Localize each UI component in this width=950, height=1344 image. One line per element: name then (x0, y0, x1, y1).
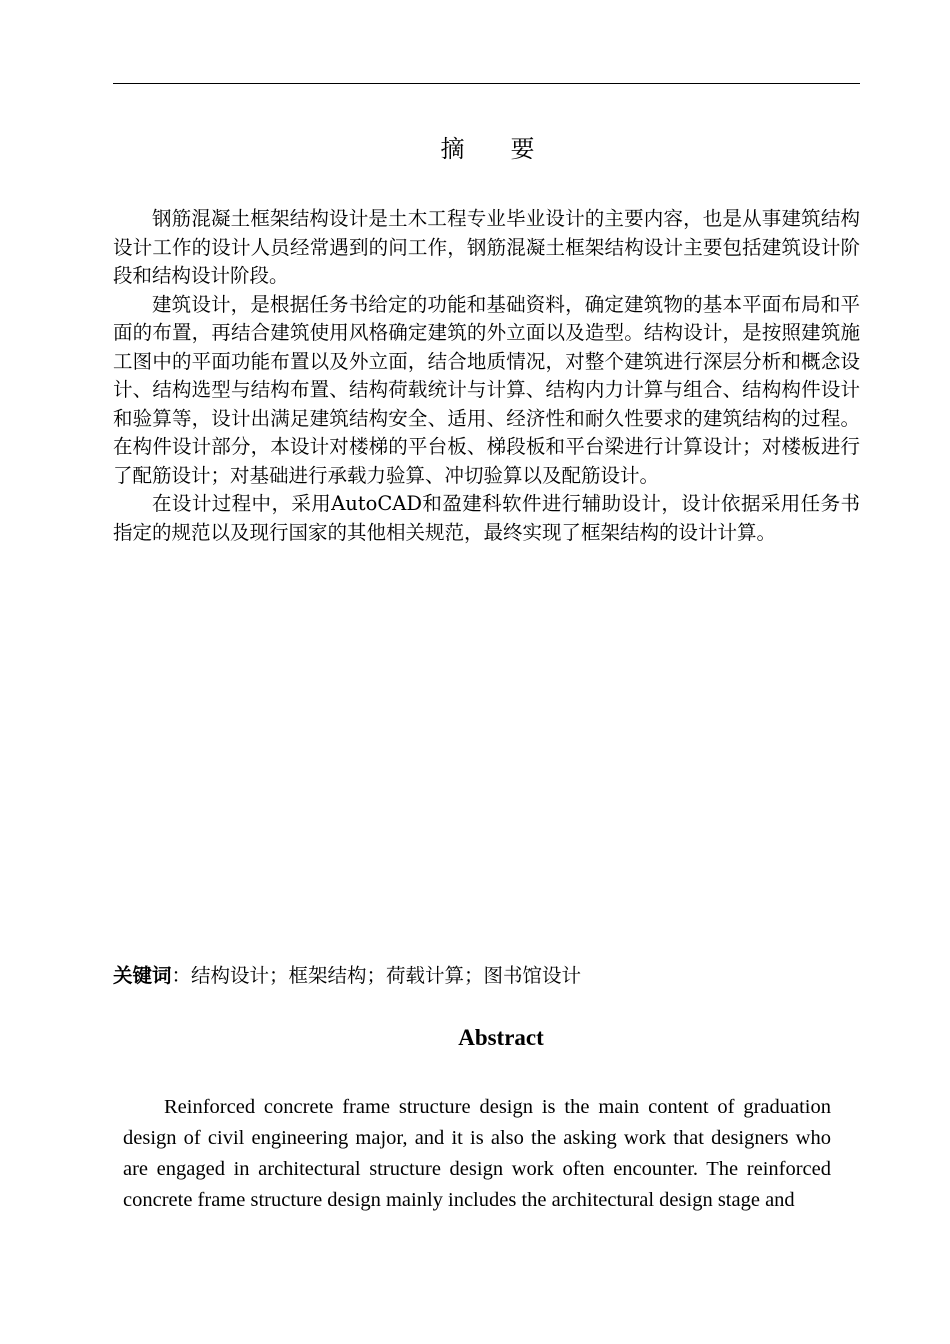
zh-title-char-1: 摘 (440, 135, 465, 163)
en-abstract-body (123, 1092, 831, 1220)
header-rule (113, 83, 860, 84)
zh-abstract-paragraph-2: 建筑设计，是根据任务书给定的功能和基础资料，确定建筑物的基本平面布局和平面的布置，再结合建筑使用风格确定建筑的外立面以及造型。结构设计，是按照建筑施工图中的平面功能布置以及外立面，结合地质情况，对整个建筑进行深层分析和概念设计、结构选型与结构布置、结构荷载统计与计算、结构内力计算与组合、结构构件设计和验算等，设计出满足建筑结构安全、适用、经济性和耐久性要求的建筑结构的过程。在构件设计部分，本设计对楼梯的平台板、梯段板和平台梁进行计算设计；对楼板进行了配筋设计；对基础进行承载力验算、冲切验算以及配筋设计。 (113, 292, 860, 487)
zh-abstract-paragraph-1: 钢筋混凝土框架结构设计是土木工程专业毕业设计的主要内容，也是从事建筑结构设计工作的设计人员经常遇到的问工作，钢筋混凝土框架结构设计主要包括建筑设计阶段和结构设计阶段。 (113, 207, 860, 287)
en-abstract-paragraph-1: Reinforced concrete frame structure design is the main content of graduation design of civil engineering major, and it is also the asking work that designers who are engaged in architectural structure design work often encounter. The reinforced concrete frame structure design mainly includes the architectural design stage and (123, 1096, 831, 1211)
zh-abstract-paragraph-3: 在设计过程中，采用AutoCAD和盈建科软件进行辅助设计，设计依据采用任务书指定的规范以及现行国家的其他相关规范，最终实现了框架结构的设计计算。 (113, 492, 860, 544)
zh-abstract-body (113, 205, 860, 547)
en-abstract-title: Abstract (458, 1025, 544, 1050)
keywords-line (113, 961, 860, 991)
keywords-separator: ： (171, 964, 192, 987)
keywords-text: 结构设计；框架结构；荷载计算；图书馆设计 (191, 964, 582, 987)
zh-abstract-title (0, 132, 950, 166)
zh-title-char-2: 要 (510, 135, 535, 163)
keywords-label: 关键词 (113, 964, 172, 987)
